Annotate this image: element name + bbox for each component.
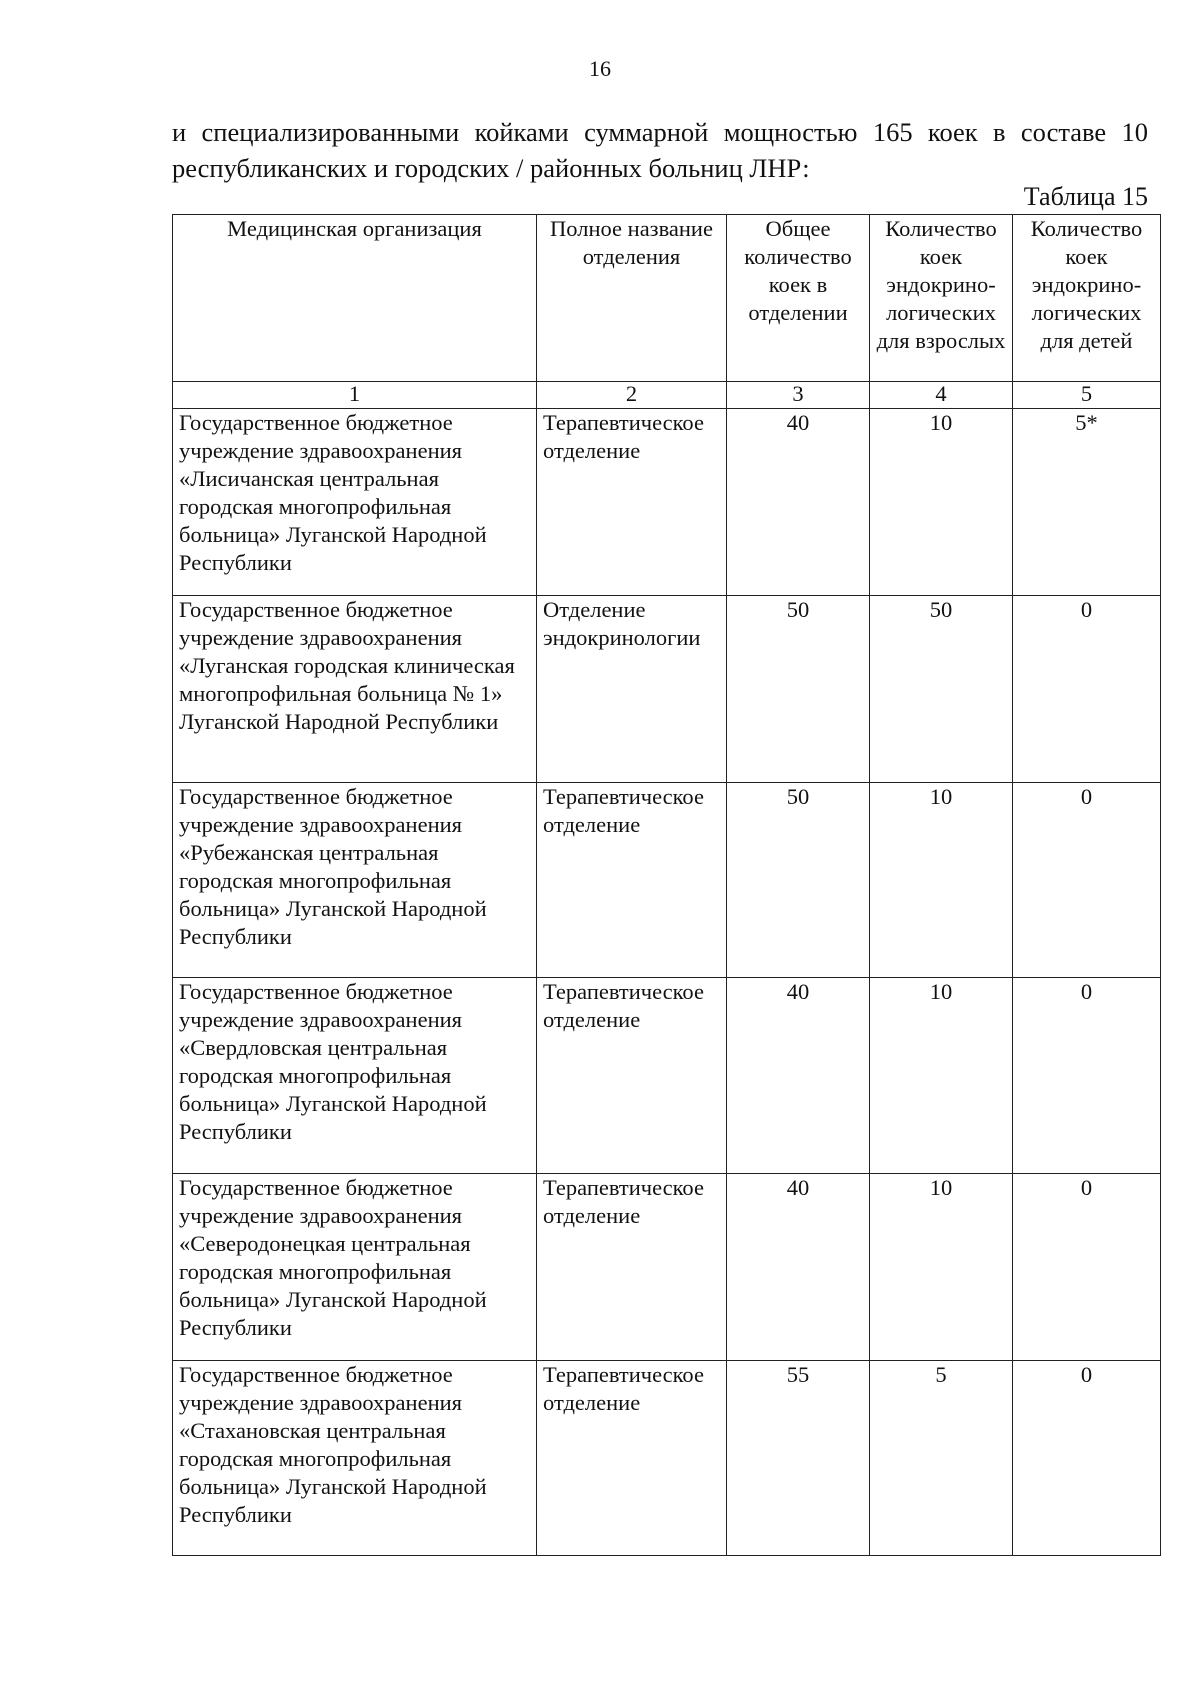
table-row — [173, 1361, 1161, 1556]
intro-paragraph: и специализированными койками суммарной мощностью 165 коек в составе 10 республиканских и городских / районных больниц ЛНР: — [172, 117, 1148, 183]
cell-endo-adult: 10 — [870, 409, 1013, 596]
cell-endo-children: 5* — [1013, 409, 1161, 596]
cell-department: Терапевтическое отделение — [537, 1361, 727, 1556]
cell-endo-adult: 5 — [870, 1361, 1013, 1556]
cell-endo-adult: 10 — [870, 1174, 1013, 1361]
table-row — [173, 1174, 1161, 1361]
cell-organization: Государственное бюджетное учреждение здравоохранения «Луганская городская клиническая многопрофильная больница № 1» Луганской Народной Республики — [173, 596, 537, 783]
cell-department: Терапевтическое отделение — [537, 783, 727, 978]
cell-endo-children: 0 — [1013, 1174, 1161, 1361]
cell-total-beds: 50 — [727, 596, 870, 783]
cell-organization: Государственное бюджетное учреждение здравоохранения «Рубежанская центральная городская многопрофильная больница» Луганской Народной Республики — [173, 783, 537, 978]
column-number: 3 — [727, 382, 870, 409]
cell-organization: Государственное бюджетное учреждение здравоохранения «Лисичанская центральная городская многопрофильная больница» Луганской Народной Республики — [173, 409, 537, 596]
cell-endo-children: 0 — [1013, 596, 1161, 783]
table-row — [173, 596, 1161, 783]
header-department: Полное название отделения — [537, 215, 727, 382]
cell-endo-adult: 10 — [870, 783, 1013, 978]
header-organization: Медицинская организация — [173, 215, 537, 382]
header-endo-children: Количество коек эндокрино-логических для детей — [1013, 215, 1161, 382]
page-number: 16 — [589, 56, 611, 81]
column-number: 1 — [173, 382, 537, 409]
cell-endo-children: 0 — [1013, 978, 1161, 1174]
table-header-row — [173, 215, 1161, 382]
endocrinology-beds-table — [172, 214, 1161, 1556]
column-number: 4 — [870, 382, 1013, 409]
cell-total-beds: 55 — [727, 1361, 870, 1556]
cell-department: Терапевтическое отделение — [537, 409, 727, 596]
cell-organization: Государственное бюджетное учреждение здравоохранения «Свердловская центральная городская многопрофильная больница» Луганской Народной Республики — [173, 978, 537, 1174]
cell-endo-adult: 10 — [870, 978, 1013, 1174]
cell-total-beds: 40 — [727, 1174, 870, 1361]
cell-organization: Государственное бюджетное учреждение здравоохранения «Стахановская центральная городская многопрофильная больница» Луганской Народной Республики — [173, 1361, 537, 1556]
cell-organization: Государственное бюджетное учреждение здравоохранения «Северодонецкая центральная городская многопрофильная больница» Луганской Народной Республики — [173, 1174, 537, 1361]
table-row — [173, 978, 1161, 1174]
cell-department: Терапевтическое отделение — [537, 978, 727, 1174]
table-row — [173, 783, 1161, 978]
column-number-row — [173, 382, 1161, 409]
cell-endo-children: 0 — [1013, 1361, 1161, 1556]
cell-total-beds: 50 — [727, 783, 870, 978]
column-number: 2 — [537, 382, 727, 409]
column-number: 5 — [1013, 382, 1161, 409]
cell-department: Терапевтическое отделение — [537, 1174, 727, 1361]
header-endo-adult: Количество коек эндокрино-логических для взрослых — [870, 215, 1013, 382]
cell-department: Отделение эндокринологии — [537, 596, 727, 783]
header-total-beds: Общее количество коек в отделении — [727, 215, 870, 382]
table-caption: Таблица 15 — [1023, 182, 1148, 211]
cell-total-beds: 40 — [727, 409, 870, 596]
cell-endo-children: 0 — [1013, 783, 1161, 978]
cell-total-beds: 40 — [727, 978, 870, 1174]
table-row — [173, 409, 1161, 596]
cell-endo-adult: 50 — [870, 596, 1013, 783]
